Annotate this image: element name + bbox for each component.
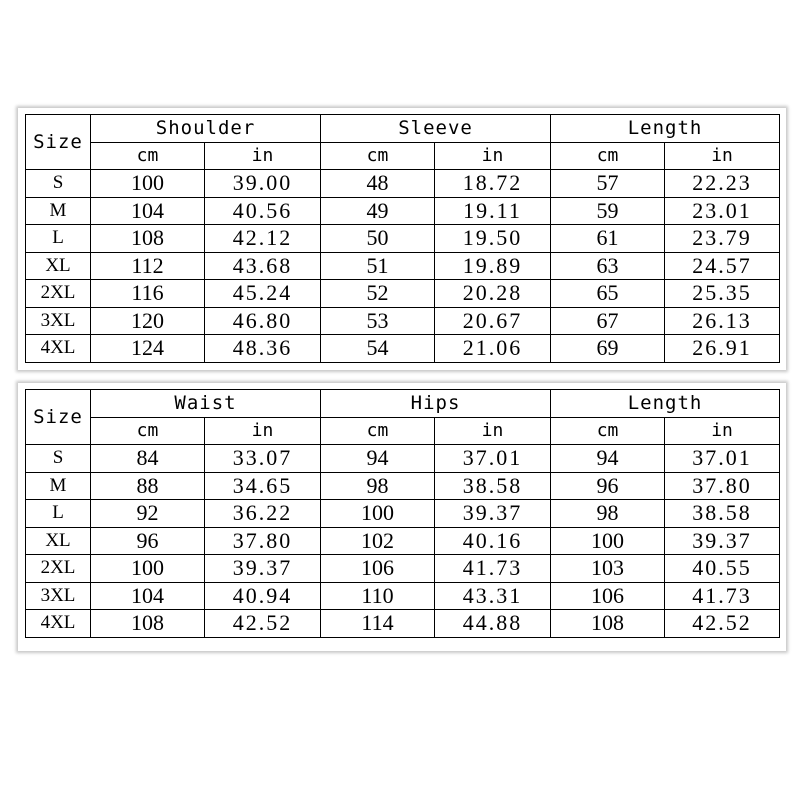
value-cell: 37.80: [665, 472, 780, 500]
size-cell: XL: [26, 252, 91, 280]
unit-header: in: [205, 417, 321, 445]
value-cell: 39.37: [205, 555, 321, 583]
value-cell: 37.01: [435, 445, 551, 473]
value-cell: 42.52: [205, 610, 321, 638]
table-row: [26, 307, 780, 335]
size-cell: S: [26, 170, 91, 198]
table-row: [26, 472, 780, 500]
value-cell: 20.67: [435, 307, 551, 335]
value-cell: 61: [551, 225, 665, 253]
unit-header-row: [26, 417, 780, 445]
value-cell: 19.11: [435, 197, 551, 225]
value-cell: 43.31: [435, 582, 551, 610]
value-cell: 26.91: [665, 335, 780, 363]
value-cell: 45.24: [205, 280, 321, 308]
value-cell: 114: [321, 610, 435, 638]
table-row: [26, 170, 780, 198]
unit-header: cm: [551, 417, 665, 445]
unit-header: cm: [321, 142, 435, 170]
value-cell: 24.57: [665, 252, 780, 280]
table-row: [26, 197, 780, 225]
size-cell: L: [26, 500, 91, 528]
value-cell: 40.94: [205, 582, 321, 610]
value-cell: 63: [551, 252, 665, 280]
value-cell: 104: [91, 197, 205, 225]
value-cell: 34.65: [205, 472, 321, 500]
value-cell: 23.79: [665, 225, 780, 253]
unit-header: cm: [551, 142, 665, 170]
value-cell: 51: [321, 252, 435, 280]
value-cell: 48: [321, 170, 435, 198]
value-cell: 23.01: [665, 197, 780, 225]
value-cell: 98: [551, 500, 665, 528]
value-cell: 94: [321, 445, 435, 473]
value-cell: 39.37: [435, 500, 551, 528]
size-cell: 4XL: [26, 610, 91, 638]
unit-header: in: [205, 142, 321, 170]
value-cell: 84: [91, 445, 205, 473]
size-header: Size: [26, 115, 91, 170]
value-cell: 108: [551, 610, 665, 638]
value-cell: 40.16: [435, 527, 551, 555]
value-cell: 69: [551, 335, 665, 363]
top-size-chart-card: [18, 108, 786, 370]
value-cell: 98: [321, 472, 435, 500]
size-cell: M: [26, 472, 91, 500]
value-cell: 36.22: [205, 500, 321, 528]
value-cell: 33.07: [205, 445, 321, 473]
size-cell: XL: [26, 527, 91, 555]
size-cell: 2XL: [26, 555, 91, 583]
value-cell: 59: [551, 197, 665, 225]
value-cell: 88: [91, 472, 205, 500]
value-cell: 42.12: [205, 225, 321, 253]
bottom-size-table: [25, 389, 780, 638]
value-cell: 106: [321, 555, 435, 583]
value-cell: 50: [321, 225, 435, 253]
size-cell: 4XL: [26, 335, 91, 363]
unit-header: cm: [91, 417, 205, 445]
value-cell: 124: [91, 335, 205, 363]
value-cell: 43.68: [205, 252, 321, 280]
value-cell: 26.13: [665, 307, 780, 335]
group-header-waist: Waist: [91, 390, 321, 418]
value-cell: 19.50: [435, 225, 551, 253]
value-cell: 57: [551, 170, 665, 198]
group-header-sleeve: Sleeve: [321, 115, 551, 143]
value-cell: 37.01: [665, 445, 780, 473]
value-cell: 20.28: [435, 280, 551, 308]
value-cell: 18.72: [435, 170, 551, 198]
value-cell: 44.88: [435, 610, 551, 638]
value-cell: 22.23: [665, 170, 780, 198]
table-row: [26, 280, 780, 308]
size-cell: 3XL: [26, 582, 91, 610]
value-cell: 100: [91, 170, 205, 198]
value-cell: 100: [91, 555, 205, 583]
group-header-row: [26, 390, 780, 418]
size-cell: 2XL: [26, 280, 91, 308]
value-cell: 65: [551, 280, 665, 308]
value-cell: 100: [321, 500, 435, 528]
value-cell: 92: [91, 500, 205, 528]
unit-header-row: [26, 142, 780, 170]
value-cell: 96: [551, 472, 665, 500]
value-cell: 120: [91, 307, 205, 335]
value-cell: 96: [91, 527, 205, 555]
value-cell: 42.52: [665, 610, 780, 638]
table-row: [26, 582, 780, 610]
size-header: Size: [26, 390, 91, 445]
value-cell: 112: [91, 252, 205, 280]
group-header-length: Length: [551, 390, 780, 418]
group-header-shoulder: Shoulder: [91, 115, 321, 143]
value-cell: 108: [91, 225, 205, 253]
size-cell: 3XL: [26, 307, 91, 335]
unit-header: in: [435, 142, 551, 170]
value-cell: 102: [321, 527, 435, 555]
value-cell: 40.55: [665, 555, 780, 583]
table-row: [26, 445, 780, 473]
value-cell: 100: [551, 527, 665, 555]
value-cell: 39.37: [665, 527, 780, 555]
value-cell: 103: [551, 555, 665, 583]
group-header-length: Length: [551, 115, 780, 143]
value-cell: 52: [321, 280, 435, 308]
value-cell: 37.80: [205, 527, 321, 555]
table-row: [26, 252, 780, 280]
group-header-hips: Hips: [321, 390, 551, 418]
value-cell: 54: [321, 335, 435, 363]
size-cell: L: [26, 225, 91, 253]
value-cell: 106: [551, 582, 665, 610]
table-row: [26, 225, 780, 253]
value-cell: 41.73: [665, 582, 780, 610]
unit-header: cm: [321, 417, 435, 445]
value-cell: 53: [321, 307, 435, 335]
value-cell: 25.35: [665, 280, 780, 308]
unit-header: in: [665, 142, 780, 170]
value-cell: 38.58: [435, 472, 551, 500]
unit-header: in: [665, 417, 780, 445]
value-cell: 40.56: [205, 197, 321, 225]
value-cell: 38.58: [665, 500, 780, 528]
value-cell: 110: [321, 582, 435, 610]
size-cell: M: [26, 197, 91, 225]
value-cell: 104: [91, 582, 205, 610]
value-cell: 39.00: [205, 170, 321, 198]
value-cell: 67: [551, 307, 665, 335]
value-cell: 108: [91, 610, 205, 638]
table-row: [26, 527, 780, 555]
size-cell: S: [26, 445, 91, 473]
unit-header: cm: [91, 142, 205, 170]
bottom-size-chart-card: [18, 383, 786, 651]
table-row: [26, 610, 780, 638]
value-cell: 48.36: [205, 335, 321, 363]
value-cell: 116: [91, 280, 205, 308]
value-cell: 94: [551, 445, 665, 473]
table-row: [26, 335, 780, 363]
value-cell: 21.06: [435, 335, 551, 363]
table-row: [26, 500, 780, 528]
value-cell: 41.73: [435, 555, 551, 583]
table-row: [26, 555, 780, 583]
top-size-table: [25, 114, 780, 363]
value-cell: 46.80: [205, 307, 321, 335]
value-cell: 19.89: [435, 252, 551, 280]
value-cell: 49: [321, 197, 435, 225]
group-header-row: [26, 115, 780, 143]
unit-header: in: [435, 417, 551, 445]
